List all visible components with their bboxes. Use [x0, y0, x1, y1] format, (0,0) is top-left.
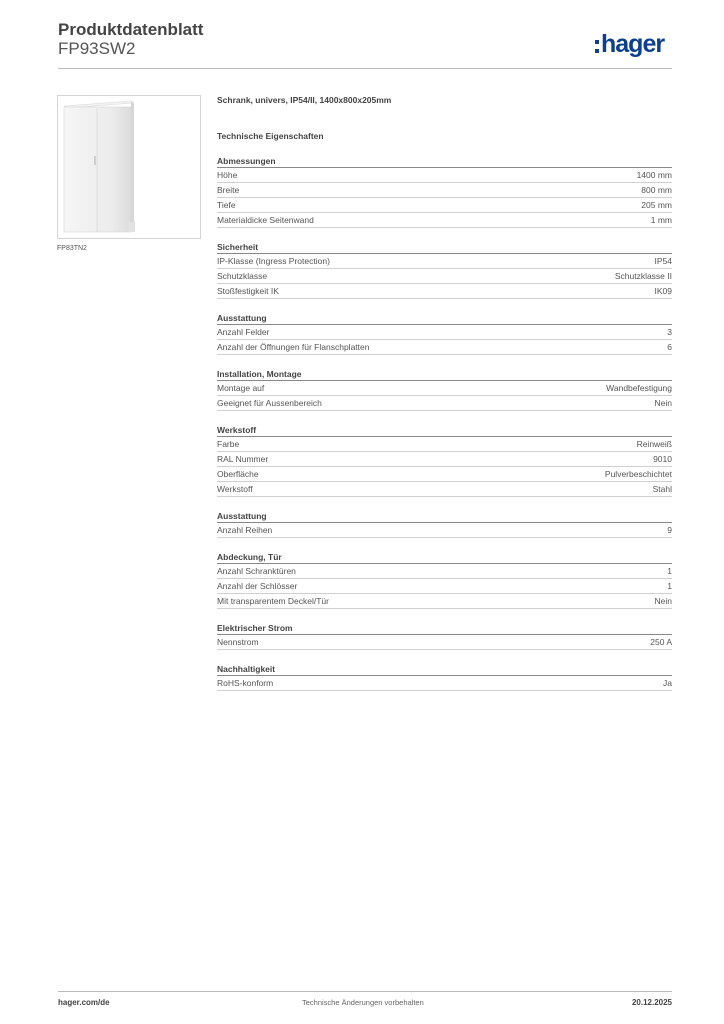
- spec-row: [217, 482, 672, 497]
- spec-row: [217, 284, 672, 299]
- section-dimensions: [217, 155, 672, 228]
- cabinet-illustration-icon: [58, 96, 200, 238]
- product-description: Schrank, univers, IP54/II, 1400x800x205mm: [217, 95, 392, 105]
- spec-label: Anzahl Schranktüren: [217, 566, 296, 576]
- spec-label: RoHS-konform: [217, 678, 274, 688]
- spec-value: 3: [667, 327, 672, 337]
- spec-value: Stahl: [652, 484, 672, 494]
- section-heading: Abmessungen: [217, 155, 672, 168]
- spec-row: [217, 381, 672, 396]
- spec-label: Geeignet für Aussenbereich: [217, 398, 322, 408]
- footer-notice: Technische Änderungen vorbehalten: [302, 998, 424, 1007]
- spec-row: [217, 254, 672, 269]
- spec-row: [217, 676, 672, 691]
- logo-dots-icon: [595, 40, 599, 53]
- spec-row: [217, 579, 672, 594]
- spec-row: [217, 325, 672, 340]
- spec-row: [217, 452, 672, 467]
- spec-label: Materialdicke Seitenwand: [217, 215, 314, 225]
- spec-label: Stoßfestigkeit IK: [217, 286, 279, 296]
- spec-row: [217, 198, 672, 213]
- spec-label: Anzahl der Öffnungen für Flanschplatten: [217, 342, 370, 352]
- spec-row: [217, 396, 672, 411]
- product-image: [57, 95, 201, 239]
- section-material: [217, 424, 672, 497]
- spec-value: 1: [667, 566, 672, 576]
- footer-date: 20.12.2025: [631, 998, 672, 1007]
- section-electric-current: [217, 622, 672, 650]
- spec-row: [217, 213, 672, 228]
- section-heading: Ausstattung: [217, 312, 672, 325]
- spec-label: Anzahl Felder: [217, 327, 270, 337]
- spec-label: Farbe: [217, 439, 240, 449]
- spec-label: Anzahl Reihen: [217, 525, 273, 535]
- spec-row: [217, 437, 672, 452]
- spec-value: 250 A: [650, 637, 672, 647]
- section-installation: [217, 368, 672, 411]
- spec-value: 1 mm: [650, 215, 672, 225]
- spec-label: RAL Nummer: [217, 454, 269, 464]
- spec-label: Nennstrom: [217, 637, 259, 647]
- spec-label: Höhe: [217, 170, 238, 180]
- section-heading: Nachhaltigkeit: [217, 663, 672, 676]
- section-heading: Elektrischer Strom: [217, 622, 672, 635]
- spec-row: [217, 340, 672, 355]
- spec-value: Schutzklasse II: [614, 271, 672, 281]
- hager-logo: [595, 30, 664, 59]
- spec-row: [217, 564, 672, 579]
- spec-value: 205 mm: [641, 200, 672, 210]
- spec-value: Nein: [654, 398, 672, 408]
- spec-label: Schutzklasse: [217, 271, 268, 281]
- page-title: Produktdatenblatt: [58, 20, 204, 39]
- logo-text: hager: [601, 30, 665, 58]
- footer-divider: [58, 991, 672, 992]
- spec-value: Ja: [663, 678, 672, 688]
- spec-label: Breite: [217, 185, 240, 195]
- spec-label: Anzahl der Schlösser: [217, 581, 298, 591]
- section-equipment-rows: [217, 510, 672, 538]
- spec-value: 6: [667, 342, 672, 352]
- image-caption: FP83TN2: [57, 245, 87, 252]
- section-sustainability: [217, 663, 672, 691]
- spec-row: [217, 635, 672, 650]
- section-heading: Abdeckung, Tür: [217, 551, 672, 564]
- spec-row: [217, 523, 672, 538]
- spec-content: [217, 93, 672, 691]
- spec-label: IP-Klasse (Ingress Protection): [217, 256, 330, 266]
- article-number: FP93SW2: [58, 39, 136, 58]
- technical-properties-title: Technische Eigenschaften: [217, 131, 324, 141]
- section-equipment: [217, 312, 672, 355]
- spec-row: [217, 594, 672, 609]
- spec-row: [217, 183, 672, 198]
- spec-value: Reinweiß: [636, 439, 672, 449]
- section-heading: Sicherheit: [217, 241, 672, 254]
- spec-value: Nein: [654, 596, 672, 606]
- section-cover-door: [217, 551, 672, 609]
- spec-label: Montage auf: [217, 383, 265, 393]
- spec-label: Tiefe: [217, 200, 236, 210]
- spec-value: 1: [667, 581, 672, 591]
- spec-label: Mit transparentem Deckel/Tür: [217, 596, 329, 606]
- spec-value: Pulverbeschichtet: [604, 469, 672, 479]
- header-divider: [58, 68, 672, 69]
- section-heading: Werkstoff: [217, 424, 672, 437]
- spec-value: 800 mm: [641, 185, 672, 195]
- spec-label: Oberfläche: [217, 469, 259, 479]
- spec-row: [217, 269, 672, 284]
- spec-value: 1400 mm: [636, 170, 672, 180]
- spec-value: 9010: [653, 454, 672, 464]
- section-heading: Installation, Montage: [217, 368, 672, 381]
- spec-value: IP54: [654, 256, 672, 266]
- spec-row: [217, 467, 672, 482]
- section-heading: Ausstattung: [217, 510, 672, 523]
- spec-value: 9: [667, 525, 672, 535]
- footer-website-link[interactable]: hager.com/de: [58, 998, 110, 1007]
- spec-label: Werkstoff: [217, 484, 253, 494]
- section-safety: [217, 241, 672, 299]
- spec-row: [217, 168, 672, 183]
- spec-value: Wandbefestigung: [606, 383, 672, 393]
- spec-value: IK09: [654, 286, 672, 296]
